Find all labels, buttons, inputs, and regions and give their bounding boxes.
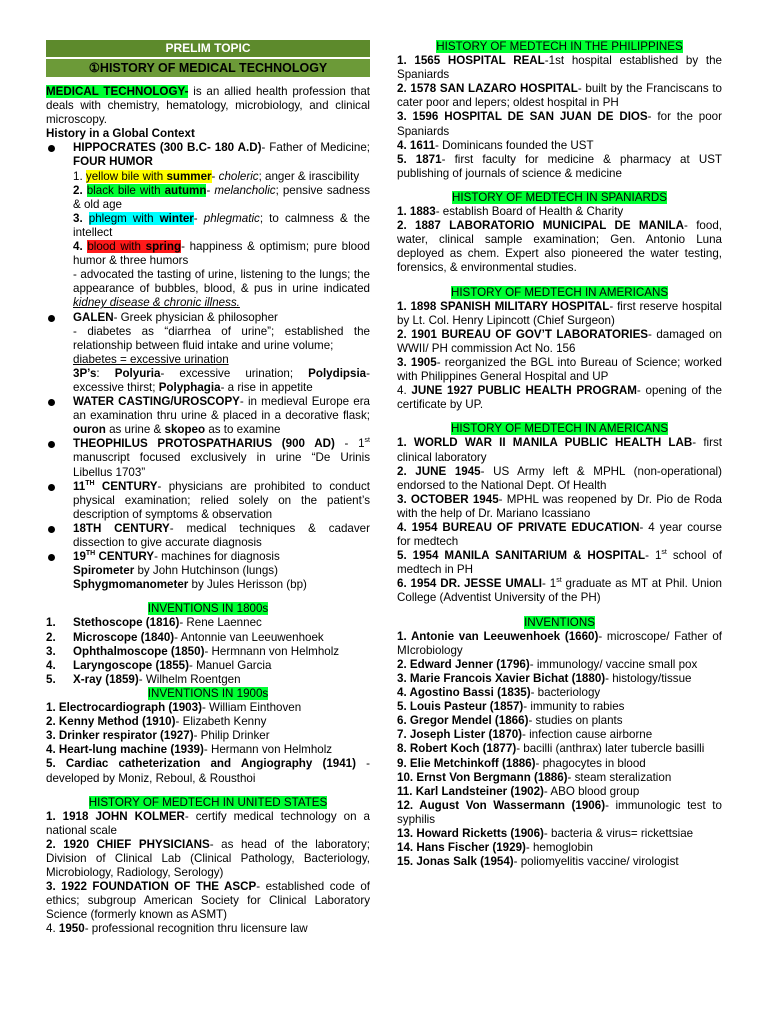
am1-history-item xyxy=(397,384,722,412)
century-19-sup: TH xyxy=(85,550,96,558)
us-history-item xyxy=(46,922,370,936)
ph-history-item xyxy=(397,139,722,153)
am2-history-text: - first clinical laboratory xyxy=(397,436,723,464)
invention-name: 2. Edward Jenner (1796) xyxy=(397,657,530,671)
spirometer: Spirometer xyxy=(73,564,135,578)
invention-item xyxy=(397,771,722,785)
century-18-text: - medical techniques & cadaver dissection to give accurate diagnosis xyxy=(73,521,370,549)
invention-item xyxy=(397,785,722,799)
invention-text: - bacilli (anthrax) later tubercle basilli xyxy=(516,742,705,756)
invention-text: - immunologic test to syphilis xyxy=(397,798,722,826)
invention-1900s-text: - Hermann von Helmholz xyxy=(203,743,333,757)
invention-1900s-item xyxy=(46,743,370,757)
bullet-icon xyxy=(48,526,55,533)
invention-1800s-item xyxy=(46,659,370,673)
hippocrates-text: - Father of Medicine; xyxy=(261,141,370,155)
am2-history-text: - 4 year course for medtech xyxy=(397,521,723,549)
sp-list xyxy=(397,205,722,275)
invention-1900s-name: 2. Kenny Method (1910) xyxy=(46,715,176,729)
ph-list xyxy=(397,54,722,181)
am2-history-text: - 1 xyxy=(645,549,662,563)
invention-name: 15. Jonas Salk (1954) xyxy=(397,855,514,869)
humor-4-num: 4. xyxy=(73,240,88,254)
am2-history-text: - MPHL was reopened by Dr. Pio de Roda with the help of Dr. Mariano Icassiano xyxy=(397,492,722,520)
sp-heading-row xyxy=(397,191,722,205)
four-humor-label: FOUR HUMOR xyxy=(73,155,153,169)
theophilus-sup: st xyxy=(364,437,370,445)
am1-history-name: 1. 1898 SPANISH MILITARY HOSPITAL xyxy=(397,299,610,313)
spirometer-line xyxy=(46,564,370,578)
invention-1900s-item xyxy=(46,729,370,743)
polyuria: Polyuria xyxy=(114,366,161,380)
century-18-label: 18TH CENTURY xyxy=(73,521,170,535)
us-heading: HISTORY OF MEDTECH IN UNITED STATES xyxy=(88,795,328,809)
am1-history-name: JUNE 1927 PUBLIC HEALTH PROGRAM xyxy=(411,384,637,398)
am2-history-text-2: graduate as MT at Phil. Union College (Adventist University of the PH) xyxy=(397,577,722,605)
humor-4-season: spring xyxy=(145,240,182,254)
invention-item xyxy=(397,757,722,771)
century-11-text: - physicians are prohibited to conduct physical examination; relied solely on the patient’s description of symptoms & observation xyxy=(73,479,370,521)
am1-list xyxy=(397,300,722,413)
hippocrates-item xyxy=(46,141,370,169)
invention-1900s-item xyxy=(46,701,370,715)
invention-1800s-number: 1. xyxy=(46,616,56,630)
bullet-icon xyxy=(48,145,55,152)
invention-item xyxy=(397,700,722,714)
invention-1900s-item xyxy=(46,715,370,729)
invention-text: - histology/tissue xyxy=(605,671,692,685)
uroscopy-text: - in medieval Europe era an examination thru urine & placed in a decorative flask; xyxy=(73,395,371,423)
humor-1 xyxy=(46,170,370,184)
invention-1900s-name: 4. Heart-lung machine (1939) xyxy=(46,743,204,757)
history-title-banner: ①HISTORY OF MEDICAL TECHNOLOGY xyxy=(46,59,370,77)
century-11-item xyxy=(46,480,370,522)
ph-history-name: 1. 1565 HOSPITAL REAL xyxy=(397,54,545,68)
intro-text: is an allied health profession that deals with chemistry, hematology, microbiology, and clinical microscopy. xyxy=(46,85,370,127)
humor-2-desc: ; pensive sadness & old age xyxy=(73,183,370,211)
sp-history-name: 1. 1883 xyxy=(397,205,436,219)
invention-1900s-text: - William Einthoven xyxy=(201,701,302,715)
us-list xyxy=(46,810,370,937)
bullet-icon xyxy=(48,484,55,491)
invention-name: 3. Marie Francois Xavier Bichat (1880) xyxy=(397,671,606,685)
invention-item xyxy=(397,658,722,672)
invention-text: - bacteriology xyxy=(530,686,601,700)
am2-history-text-2: school of medtech in PH xyxy=(397,549,722,577)
bullet-icon xyxy=(48,315,55,322)
humor-3-desc: ; to calmness & the intellect xyxy=(73,211,370,239)
am2-history-item xyxy=(397,436,722,464)
invention-1800s-text: - Rene Laennec xyxy=(179,616,262,630)
humor-3-type: phlegmatic xyxy=(203,211,260,225)
am2-history-item xyxy=(397,493,722,521)
invention-item xyxy=(397,799,722,827)
ph-heading-row xyxy=(397,40,722,54)
humor-3 xyxy=(46,212,370,240)
humor-4-desc: - happiness & optimism; pure blood humor & three humors xyxy=(73,240,370,268)
ph-heading: HISTORY OF MEDTECH IN THE PHILIPPINES xyxy=(436,40,683,53)
inventions-heading-row xyxy=(397,616,722,630)
humor-2-type: melancholic xyxy=(214,183,276,197)
invention-item xyxy=(397,630,722,658)
galen-name: GALEN xyxy=(73,310,114,324)
invention-text: - poliomyelitis vaccine/ virologist xyxy=(513,855,679,869)
us-history-name: 1950 xyxy=(58,922,85,936)
sphygmomanometer-text: by Jules Herisson (bp) xyxy=(188,578,307,592)
ph-history-text: - built by the Franciscans to cater poor and lepers; oldest hospital in PH xyxy=(397,82,722,110)
sp-history-name: 2. 1887 LABORATORIO MUNICIPAL DE MANILA xyxy=(397,219,684,233)
sp-heading: HISTORY OF MEDTECH IN SPANIARDS xyxy=(452,190,667,204)
am2-history-name: 5. 1954 MANILA SANITARIUM & HOSPITAL xyxy=(397,549,646,563)
invention-text: - immunology/ vaccine small pox xyxy=(529,657,698,671)
three-p-label: 3P’s xyxy=(73,366,97,380)
invention-text: - studies on plants xyxy=(528,714,623,728)
invention-name: 12. August Von Wassermann (1906) xyxy=(397,798,606,812)
theophilus-name: THEOPHILUS PROTOSPATHARIUS (900 AD) xyxy=(73,437,335,451)
invention-name: 9. Elie Metchinkoff (1886) xyxy=(397,756,536,770)
am2-heading: HISTORY OF MEDTECH IN AMERICANS xyxy=(450,422,669,436)
inventions-1900s-heading-row xyxy=(46,687,370,701)
invention-item xyxy=(397,742,722,756)
am1-history-text: - damaged on WWII/ PH commission Act No. 156 xyxy=(397,327,723,355)
us-history-text: - established code of ethics; subgroup American Society for Clinical Laboratory Science (formerly known as ASMT) xyxy=(46,880,370,922)
prelim-topic-banner: PRELIM TOPIC xyxy=(46,40,370,57)
three-p xyxy=(46,367,370,395)
am2-history-name: 2. JUNE 1945 xyxy=(397,464,481,478)
invention-name: 4. Agostino Bassi (1835) xyxy=(397,686,531,700)
sphygmomanometer: Sphygmomanometer xyxy=(73,578,189,592)
global-context-heading: History in a Global Context xyxy=(46,127,195,141)
am2-history-item xyxy=(397,465,722,493)
humor-1-num: 1. xyxy=(73,169,86,183)
inventions-1900s-heading: INVENTIONS IN 1900s xyxy=(147,686,269,700)
ph-history-name: 5. 1871 xyxy=(397,152,442,166)
am2-history-item xyxy=(397,577,722,605)
humor-1-type: choleric xyxy=(218,169,259,183)
invention-item xyxy=(397,855,722,869)
invention-1800s-text: - Antonnie van Leeuwenhoek xyxy=(174,630,324,644)
us-history-text: - certify medical technology on a national scale xyxy=(46,809,370,837)
century-11-num: 11 xyxy=(73,479,86,493)
uroscopy-text-2: as urine & xyxy=(105,423,165,437)
am1-history-text: - opening of the certificate by UP. xyxy=(397,384,723,412)
am2-history-name: 4. 1954 BUREAU OF PRIVATE EDUCATION xyxy=(397,521,640,534)
invention-1800s-name: Stethoscope (1816) xyxy=(73,616,180,630)
galen-text: - Greek physician & philosopher xyxy=(113,310,278,324)
invention-name: 11. Karl Landsteiner (1902) xyxy=(397,784,544,798)
urine-illness: kidney disease & chronic illness. xyxy=(73,296,240,310)
ph-history-name: 2. 1578 SAN LAZARO HOSPITAL xyxy=(397,82,578,96)
humor-1-highlight xyxy=(86,170,212,183)
sp-history-text: - establish Board of Health & Charity xyxy=(435,205,624,219)
invention-1900s-name: 1. Electrocardiograph (1903) xyxy=(46,701,202,715)
invention-text: - phagocytes in blood xyxy=(535,756,646,770)
us-history-text: - professional recognition thru licensure law xyxy=(84,922,308,936)
am1-history-text: - first reserve hospital by Lt. Col. Henry Lipincott (Chief Surgeon) xyxy=(397,299,722,327)
am1-history-name: 3. 1905 xyxy=(397,355,437,369)
bullet-icon xyxy=(48,441,55,448)
am2-history-name: 1. WORLD WAR II MANILA PUBLIC HEALTH LAB xyxy=(397,436,693,450)
sp-history-text: - food, water, clinical sample examination; Gen. Antonio Luna deployed as chem. Expert also pioneered the water testing, forensics, & environmental studies. xyxy=(397,219,722,275)
invention-item xyxy=(397,827,722,841)
ph-history-item xyxy=(397,110,722,138)
invention-1800s-name: Ophthalmoscope (1850) xyxy=(73,644,205,658)
century-19-item xyxy=(46,550,370,564)
invention-item xyxy=(397,672,722,686)
invention-item xyxy=(397,841,722,855)
am1-history-item xyxy=(397,356,722,384)
theophilus-text: - 1 xyxy=(334,437,365,451)
us-history-text: - as head of the laboratory; Division of Clinical Lab (Clinical Pathology, Bacteriology, Microbiology, Radiology, Serology) xyxy=(46,837,370,880)
humor-3-season: winter xyxy=(159,211,194,225)
invention-text: - ABO blood group xyxy=(543,784,640,798)
inventions-1800s-list xyxy=(46,616,370,686)
invention-1800s-item xyxy=(46,673,370,687)
invention-name: 6. Gregor Mendel (1866) xyxy=(397,714,529,728)
invention-1800s-name: Laryngoscope (1855) xyxy=(73,658,189,672)
us-heading-row xyxy=(46,796,370,810)
invention-name: 5. Louis Pasteur (1857) xyxy=(397,700,524,714)
humor-2 xyxy=(46,184,370,212)
invention-1800s-item xyxy=(46,631,370,645)
invention-1800s-number: 5. xyxy=(46,672,56,686)
bullet-icon xyxy=(48,399,55,406)
am2-history-sup: st xyxy=(556,577,562,585)
urine-text: - advocated the tasting of urine, listening to the lungs; the appearance of bubbles, blood, & pus in urine indicated xyxy=(73,268,370,296)
sp-history-item xyxy=(397,219,722,275)
left-column xyxy=(46,40,370,937)
am2-history-text: - 1 xyxy=(542,577,557,591)
humor-3-highlight xyxy=(89,212,194,225)
ph-history-text: - first faculty for medicine & pharmacy at UST publishing of journals of science & medicine xyxy=(397,152,723,180)
invention-name: 1. Antonie van Leeuwenhoek (1660) xyxy=(397,629,599,643)
invention-1800s-text: - Manuel Garcia xyxy=(188,658,272,672)
humor-3-hl-text: phlegm with xyxy=(88,211,160,225)
invention-1800s-text: - Wilhelm Roentgen xyxy=(138,672,241,686)
ph-history-name: 3. 1596 HOSPITAL DE SAN JUAN DE DIOS xyxy=(397,110,648,124)
intro-paragraph xyxy=(46,85,370,127)
invention-1900s-item xyxy=(46,757,370,785)
invention-item xyxy=(397,686,722,700)
humor-1-hl-text: yellow bile with xyxy=(85,169,167,183)
invention-text: - hemoglobin xyxy=(525,841,593,855)
invention-1800s-item xyxy=(46,645,370,659)
century-11-sup: TH xyxy=(85,479,95,487)
invention-1900s-name: 3. Drinker respirator (1927) xyxy=(46,729,194,743)
invention-1800s-number: 4. xyxy=(46,658,56,672)
invention-item xyxy=(397,728,722,742)
inventions-1900s-list xyxy=(46,701,370,786)
humor-2-season: autumn xyxy=(164,183,207,197)
invention-1900s-text: - Philip Drinker xyxy=(193,729,270,743)
uroscopy-name: WATER CASTING/UROSCOPY xyxy=(73,395,240,409)
invention-text: - steam steralization xyxy=(567,770,672,784)
ouron: ouron xyxy=(73,423,106,437)
three-p-colon: : xyxy=(96,366,115,380)
galen-diabetes-def: diabetes = excessive urination xyxy=(73,352,229,366)
ph-history-item xyxy=(397,54,722,82)
invention-name: 14. Hans Fischer (1929) xyxy=(397,841,526,855)
am2-history-text: - US Army left & MPHL (non-operational) endorsed to the National Dept. Of Health xyxy=(397,464,722,492)
urine-tasting-text xyxy=(46,268,370,310)
invention-name: 10. Ernst Von Bergmann (1886) xyxy=(397,770,568,784)
century-18-item xyxy=(46,522,370,550)
humor-1-desc: ; anger & irascibility xyxy=(258,169,360,183)
am1-history-text: - reorganized the BGL into Bureau of Science; worked with Philippines General Hospital and UP xyxy=(397,355,722,384)
us-history-item xyxy=(46,880,370,922)
invention-1900s-text: - developed by Moniz, Reboul, & Rousthoi xyxy=(46,757,370,785)
polyphagia: Polyphagia xyxy=(158,380,221,394)
am1-history-prefix: 4. xyxy=(397,384,412,398)
am1-heading: HISTORY OF MEDTECH IN AMERICANS xyxy=(450,285,669,299)
ph-history-item xyxy=(397,82,722,110)
invention-text: - bacteria & virus= rickettsiae xyxy=(543,826,694,840)
theophilus-item xyxy=(46,437,370,479)
invention-name: 8. Robert Koch (1877) xyxy=(397,742,517,756)
theophilus-text-2: manuscript focused exclusively in urine “De Urinis Libellus 1703” xyxy=(73,451,370,479)
sp-history-item xyxy=(397,205,722,219)
galen-item xyxy=(46,311,370,325)
invention-1800s-number: 2. xyxy=(46,630,56,644)
invention-1800s-name: X-ray (1859) xyxy=(73,672,139,686)
am2-history-item xyxy=(397,549,722,577)
century-19-text: - machines for diagnosis xyxy=(154,550,280,564)
invention-1900s-name: 5. Cardiac catheterization and Angiography (1941) xyxy=(46,757,356,771)
ph-history-item xyxy=(397,153,722,181)
us-history-item xyxy=(46,838,370,880)
spirometer-text: by John Hutchinson (lungs) xyxy=(134,564,278,578)
skopeo: skopeo xyxy=(164,423,206,437)
polydipsia: Polydipsia xyxy=(308,366,367,380)
century-19-num: 19 xyxy=(73,550,86,564)
humor-2-dash: - xyxy=(206,183,215,197)
invention-item xyxy=(397,714,722,728)
century-19-label: CENTURY xyxy=(95,550,155,564)
invention-text: - microscope/ Father of MIcrobiology xyxy=(397,629,722,657)
inventions-list xyxy=(397,630,722,870)
am2-heading-row xyxy=(397,422,722,436)
polyphagia-def: - a rise in appetite xyxy=(220,380,313,394)
humor-1-season: summer xyxy=(166,169,212,183)
us-history-prefix: 4. xyxy=(46,922,59,936)
invention-1800s-text: - Hermnann von Helmholz xyxy=(204,644,340,658)
am2-history-sup: st xyxy=(661,549,667,557)
ph-history-text: - for the poor Spaniards xyxy=(397,110,722,138)
humor-4 xyxy=(46,240,370,268)
humor-4-hl-text: blood with xyxy=(87,240,146,254)
us-history-item xyxy=(46,810,370,838)
humor-1-dash: - xyxy=(211,169,219,183)
us-history-name: 3. 1922 FOUNDATION OF THE ASCP xyxy=(46,880,257,894)
ph-history-text: -1st hospital established by the Spaniards xyxy=(397,54,722,82)
uroscopy-item xyxy=(46,395,370,437)
invention-name: 13. Howard Ricketts (1906) xyxy=(397,826,544,840)
bullet-icon xyxy=(48,554,55,561)
right-column xyxy=(397,40,722,869)
am1-heading-row xyxy=(397,286,722,300)
century-11-label: CENTURY xyxy=(94,479,158,493)
am1-history-item xyxy=(397,300,722,328)
medtech-term: MEDICAL TECHNOLOGY- xyxy=(46,85,189,98)
invention-1800s-item xyxy=(46,616,370,630)
invention-text: - infection cause airborne xyxy=(522,728,653,742)
humor-3-num: 3. xyxy=(73,211,89,225)
am2-history-item xyxy=(397,521,722,549)
am2-list xyxy=(397,436,722,605)
ph-history-text: - Dominicans founded the UST xyxy=(435,138,594,152)
inventions-heading: INVENTIONS xyxy=(524,615,595,629)
am1-history-name: 2. 1901 BUREAU OF GOV’T LABORATORIES xyxy=(397,327,649,341)
ph-history-name: 4. 1611 xyxy=(397,138,436,152)
invention-text: - immunity to rabies xyxy=(523,700,625,714)
am1-history-item xyxy=(397,328,722,356)
sphygmomanometer-line xyxy=(46,578,370,592)
uroscopy-text-3: as to examine xyxy=(205,423,281,437)
polyuria-def: - excessive urination; xyxy=(160,366,309,380)
galen-diabetes: - diabetes as “diarrhea of urine”; established the relationship between fluid intake and urine volume; xyxy=(73,324,370,352)
humor-2-num: 2. xyxy=(73,183,87,197)
humor-3-dash: - xyxy=(193,211,204,225)
am2-history-name: 3. OCTOBER 1945 xyxy=(397,492,499,506)
invention-1800s-name: Microscope (1840) xyxy=(73,630,175,644)
humor-2-hl-text: black bile with xyxy=(86,183,165,197)
invention-name: 7. Joseph Lister (1870) xyxy=(397,728,523,742)
inventions-1800s-heading-row xyxy=(46,602,370,616)
hippocrates-name: HIPPOCRATES (300 B.C- 180 A.D) xyxy=(73,141,262,155)
humor-4-highlight xyxy=(87,240,181,253)
polydipsia-def: - excessive thirst; xyxy=(73,366,370,394)
inventions-1800s-heading: INVENTIONS IN 1800s xyxy=(147,602,269,616)
am2-history-name: 6. 1954 DR. JESSE UMALI xyxy=(397,577,543,591)
invention-1800s-number: 3. xyxy=(46,644,56,658)
us-history-name: 2. 1920 CHIEF PHYSICIANS xyxy=(46,837,210,851)
invention-1900s-text: - Elizabeth Kenny xyxy=(175,715,267,729)
humor-2-highlight xyxy=(87,184,207,197)
us-history-name: 1. 1918 JOHN KOLMER xyxy=(46,809,185,823)
